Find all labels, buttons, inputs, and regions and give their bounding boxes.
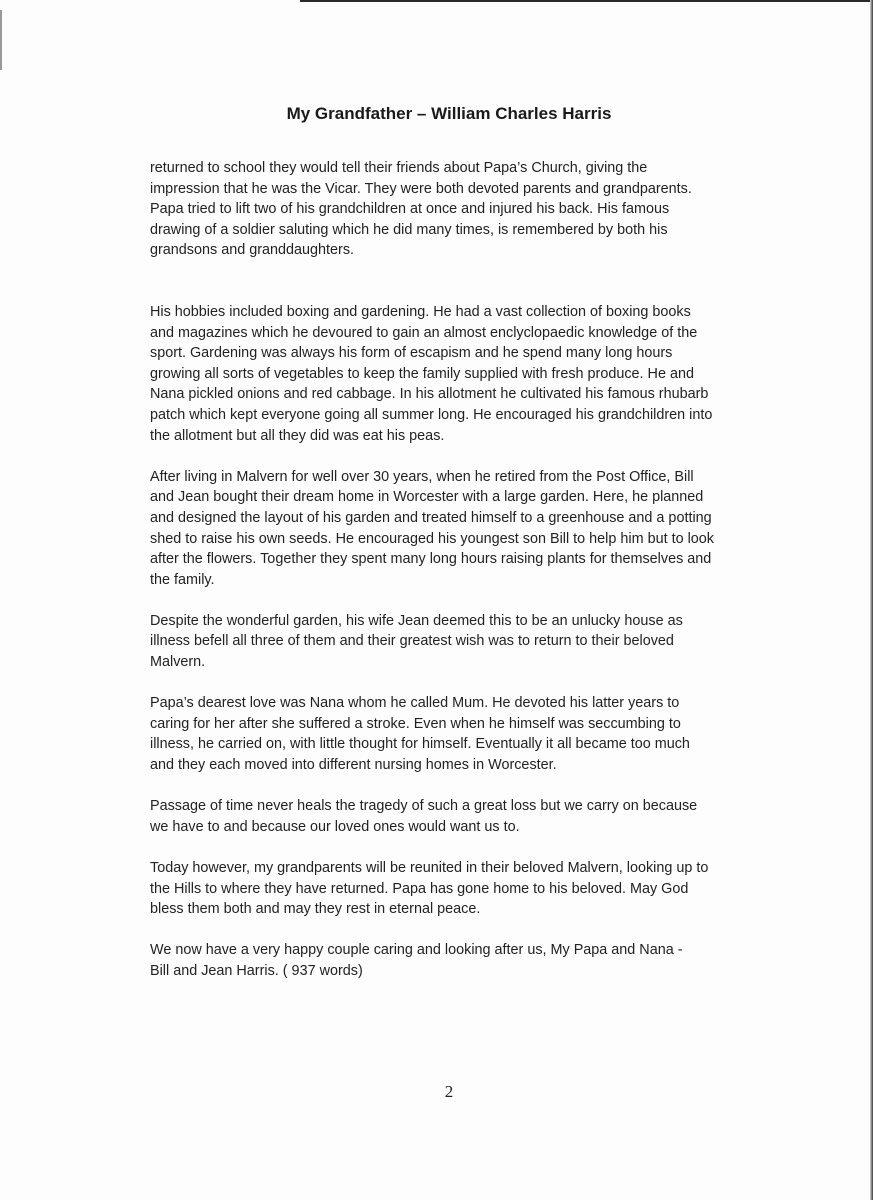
paragraph: Today however, my grandparents will be reunited in their beloved Malvern, looking up to the Hills to where they have returned. Papa has gone home to his beloved. May God bless them both and may they rest in eternal peace. bbox=[150, 860, 709, 918]
page-number: 2 bbox=[444, 1082, 454, 1101]
paragraph: returned to school they would tell their friends about Papa’s Church, giving the impression that he was the Vicar. They were both devoted parents and grandparents. Papa tried to lift two of his grandchildren at once and injured his back. His famous drawing of a soldier saluting which he did many times, is remembered by both his grandsons and granddaughters. bbox=[150, 160, 692, 259]
scan-left-mark bbox=[0, 10, 2, 70]
paragraph: His hobbies included boxing and gardening. He had a vast collection of boxing books and magazines which he devoured to gain an almost enclyclopaedic knowledge of the sport. Gardening was always his form of escapism and he spend many long hours growing all sorts of vegetables to keep the family supplied with fresh produce. He and Nana pickled onions and red cabbage. In his allotment he cultivated his famous rhubarb patch which kept everyone going all summer long. He encouraged his grandchildren into the allotment but all they did was eat his peas. bbox=[150, 303, 713, 444]
paragraph: Passage of time never heals the tragedy of such a great loss but we carry on because we have to and because our loved ones would want us to. bbox=[150, 798, 698, 835]
paragraph: After living in Malvern for well over 30 years, when he retired from the Post Office, Bill and Jean bought their dream home in Worcester with a large garden. Here, he planned and designed the layout of his garden and treated himself to a greenhouse and a potting shed to raise his own seeds. He encouraged his youngest son Bill to help him but to look after the flowers. Together they spent many long hours raising plants for themselves and the family. bbox=[150, 468, 714, 588]
scan-top-edge bbox=[300, 0, 873, 2]
paragraph: We now have a very happy couple caring and looking after us, My Papa and Nana - Bill and Jean Harris. ( 937 words) bbox=[150, 942, 683, 979]
paragraph: Despite the wonderful garden, his wife Jean deemed this to be an unlucky house as illness befell all three of them and their greatest wish was to return to their beloved Malvern. bbox=[150, 612, 683, 671]
document-body bbox=[150, 158, 762, 1002]
paragraph: Papa’s dearest love was Nana whom he called Mum. He devoted his latter years to caring for her after she suffered a stroke. Even when he himself was seccumbing to illness, he carried on, with little thought for himself. Eventually it all became too much and they each moved into different nursing homes in Worcester. bbox=[150, 695, 690, 774]
document-title: My Grandfather – William Charles Harris bbox=[286, 104, 612, 123]
